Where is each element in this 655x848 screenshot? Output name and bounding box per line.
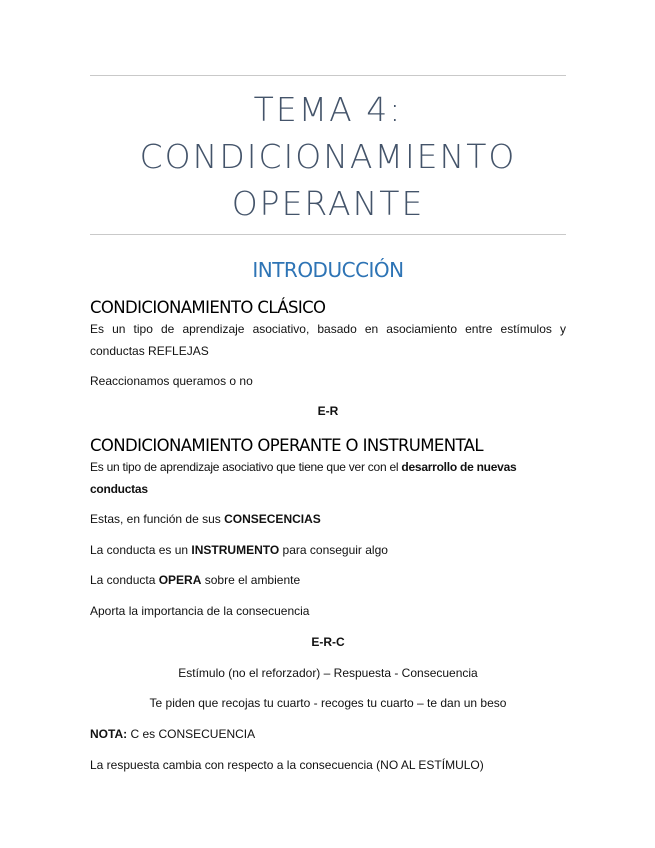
paragraph-line: Es un tipo de aprendizaje asociativo, basado en asociamiento entre estímulos y xyxy=(90,322,566,336)
formula-text: E-R xyxy=(317,404,339,418)
note-text: C es CONSECUENCIA xyxy=(127,727,256,741)
paragraph-line: conductas REFLEJAS xyxy=(90,344,209,358)
paragraph-bold: desarrollo de nuevas conductas xyxy=(90,460,517,496)
paragraph-final: La respuesta cambia con respecto a la consecuencia (NO AL ESTÍMULO) xyxy=(90,758,484,772)
paragraph-bold: OPERA xyxy=(158,573,202,587)
paragraph-operante-definition xyxy=(90,456,566,500)
paragraph-reaccionamos: Reaccionamos queramos o no xyxy=(90,374,253,388)
title-line-1: TEMA 4: xyxy=(253,90,403,129)
intro-heading: INTRODUCCIÓN xyxy=(252,258,404,282)
paragraph-opera xyxy=(90,569,566,591)
paragraph-text: Es un tipo de aprendizaje asociativo que tiene que ver con el xyxy=(90,460,402,474)
note-paragraph xyxy=(90,723,566,745)
formula-erc xyxy=(90,631,566,653)
paragraph-bold: CONSECENCIAS xyxy=(224,512,321,526)
section-heading-operante: CONDICIONAMIENTO OPERANTE O INSTRUMENTAL xyxy=(90,436,483,455)
section-heading-clasico: CONDICIONAMIENTO CLÁSICO xyxy=(90,298,326,317)
note-label: NOTA: xyxy=(90,727,128,741)
paragraph-instrumento xyxy=(90,539,566,561)
formula-text: E-R-C xyxy=(311,635,345,649)
formula-expansion: Estímulo (no el reforzador) – Respuesta - Consecuencia xyxy=(178,666,478,680)
paragraph-text: La conducta xyxy=(90,573,159,587)
document-title xyxy=(90,86,566,227)
title-line-2: CONDICIONAMIENTO xyxy=(139,137,517,176)
paragraph-text: sobre el ambiente xyxy=(201,573,301,587)
paragraph-clasico-definition xyxy=(90,318,566,362)
paragraph-aporta: Aporta la importancia de la consecuencia xyxy=(90,604,310,618)
formula-er xyxy=(90,400,566,422)
paragraph-text: Estas, en función de sus xyxy=(90,512,225,526)
paragraph-text: La conducta es un xyxy=(90,543,192,557)
title-line-3: OPERANTE xyxy=(231,184,425,223)
paragraph-text: para conseguir algo xyxy=(279,543,388,557)
example-line: Te piden que recojas tu cuarto - recoges tu cuarto – te dan un beso xyxy=(149,696,507,710)
title-bottom-rule xyxy=(90,234,566,235)
title-top-rule xyxy=(90,75,566,76)
paragraph-consecencias xyxy=(90,508,566,530)
paragraph-bold: INSTRUMENTO xyxy=(191,543,280,557)
